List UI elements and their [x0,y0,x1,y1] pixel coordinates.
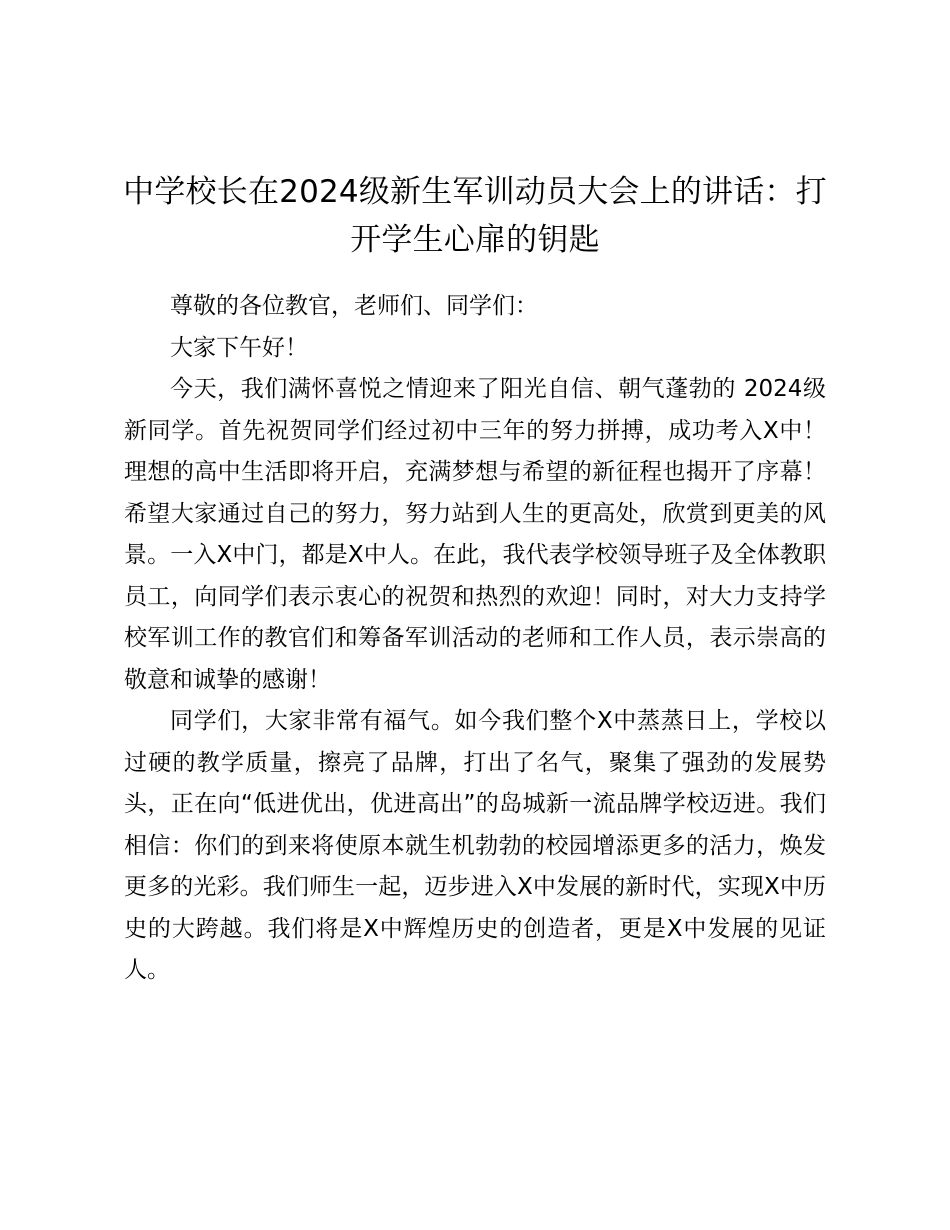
greeting: 大家下午好！ [170,334,308,361]
document-title: 中学校长在2024级新生军训动员大会上的讲话：打开学生心扉的钥匙 [123,174,827,258]
paragraph-school: 同学们，大家非常有福气。如今我们整个X中蒸蒸日上，学校以过硬的教学质量，擦亮了品牌，打出了名气，聚集了强劲的发展势头，正在向“低进优出，优进高出”的岛城新一流品牌学校迈进。我们相信：你们的到来将使原本就生机勃勃的校园增添更多的活力，焕发更多的光彩。我们师生一起，迈步进入X中发展的新时代，实现X中历史的大跨越。我们将是X中辉煌历史的创造者，更是X中发展的见证人。 [124,708,826,983]
salutation: 尊敬的各位教官，老师们、同学们： [170,293,538,319]
paragraph-welcome: 今天，我们满怀喜悦之情迎来了阳光自信、朝气蓬勃的 2024级新同学。首先祝贺同学们经过初中三年的努力拼搏，成功考入X中！理想的高中生活即将开启，充满梦想与希望的新征程也揭开了序幕！希望大家通过自己的努力，努力站到人生的更高处，欣赏到更美的风景。一入X中门，都是X中人。在此，我代表学校领导班子及全体教职员工，向同学们表示衷心的祝贺和热烈的欢迎！同时，对大力支持学校军训工作的教官们和筹备军训活动的老师和工作人员，表示崇高的敬意和诚挚的感谢！ [124,376,826,693]
document-body [124,286,826,992]
